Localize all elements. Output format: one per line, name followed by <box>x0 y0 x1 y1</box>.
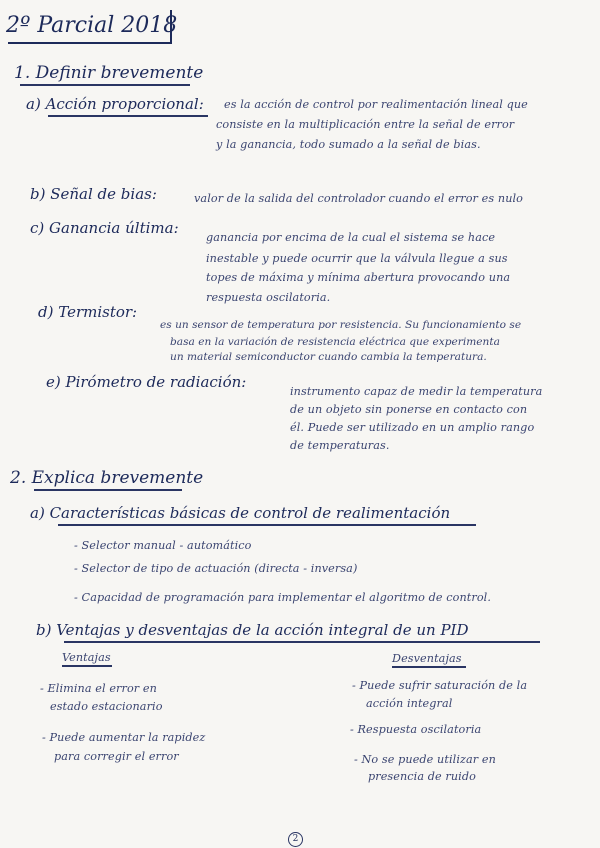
page-title: 2º Parcial 2018 <box>6 13 178 38</box>
q1e-label: e) Pirómetro de radiación: <box>46 373 247 391</box>
q2a-underline <box>58 524 476 526</box>
q1d-label: d) Termistor: <box>38 303 138 321</box>
ventaja-2-line-1: - Puede aumentar la rapidez <box>42 731 206 744</box>
q1d-line-3: un material semiconductor cuando cambia la temperatura. <box>170 351 487 363</box>
q1a-line-1: es la acción de control por realimentación lineal que <box>224 98 528 111</box>
question-1-underline <box>20 84 190 86</box>
desventaja-1-line-1: - Puede sufrir saturación de la <box>352 679 528 692</box>
question-2-heading: 2. Explica brevemente <box>10 468 204 488</box>
q2b-underline <box>64 641 540 643</box>
q1e-line-3: él. Puede ser utilizado en un amplio rango <box>290 421 535 434</box>
q1d-line-2: basa en la variación de resistencia eléctrica que experimenta <box>170 336 500 348</box>
q1c-label: c) Ganancia última: <box>30 219 179 237</box>
desventaja-3-line-2: presencia de ruido <box>368 770 476 783</box>
desventajas-heading: Desventajas <box>392 652 462 665</box>
q2a-item-2: - Selector de tipo de actuación (directa - inversa) <box>74 562 358 575</box>
q1c-line-3: topes de máxima y mínima abertura provocando una <box>206 271 511 284</box>
q1d-line-1: es un sensor de temperatura por resistencia. Su funcionamiento se <box>160 319 522 331</box>
ventajas-heading: Ventajas <box>62 651 111 664</box>
question-2-underline <box>34 489 182 491</box>
q1a-line-2: consiste en la multiplicación entre la señal de error <box>216 118 515 131</box>
q1c-line-1: ganancia por encima de la cual el sistema se hace <box>206 231 496 244</box>
q1b-label: b) Señal de bias: <box>30 185 157 203</box>
question-1-heading: 1. Definir brevemente <box>14 63 204 83</box>
q1a-underline <box>48 115 208 117</box>
q1c-line-2: inestable y puede ocurrir que la válvula llegue a sus <box>206 252 508 265</box>
q1b-line-1: valor de la salida del controlador cuando el error es nulo <box>194 192 524 205</box>
q2a-label: a) Características básicas de control de realimentación <box>30 504 451 522</box>
q1e-line-1: instrumento capaz de medir la temperatura <box>290 385 543 398</box>
q1e-line-2: de un objeto sin ponerse en contacto con <box>290 403 528 416</box>
desventaja-2-line-1: - Respuesta oscilatoria <box>350 723 482 736</box>
ventaja-1-line-1: - Elimina el error en <box>40 682 157 695</box>
ventajas-underline <box>62 665 112 667</box>
desventaja-3-line-1: - No se puede utilizar en <box>354 753 496 766</box>
desventaja-1-line-2: acción integral <box>366 697 453 710</box>
q2b-label: b) Ventajas y desventajas de la acción integral de un PID <box>36 621 469 639</box>
desventajas-underline <box>392 666 466 668</box>
q1c-line-4: respuesta oscilatoria. <box>206 291 331 304</box>
q1a-line-3: y la ganancia, todo sumado a la señal de bias. <box>216 138 481 151</box>
q1a-label: a) Acción proporcional: <box>26 95 204 113</box>
q1e-line-4: de temperaturas. <box>290 439 390 452</box>
page-number: 2 <box>288 832 303 847</box>
q2a-item-1: - Selector manual - automático <box>74 539 252 552</box>
ventaja-1-line-2: estado estacionario <box>50 700 163 713</box>
q2a-item-3: - Capacidad de programación para implementar el algoritmo de control. <box>74 591 492 604</box>
ventaja-2-line-2: para corregir el error <box>54 750 179 763</box>
